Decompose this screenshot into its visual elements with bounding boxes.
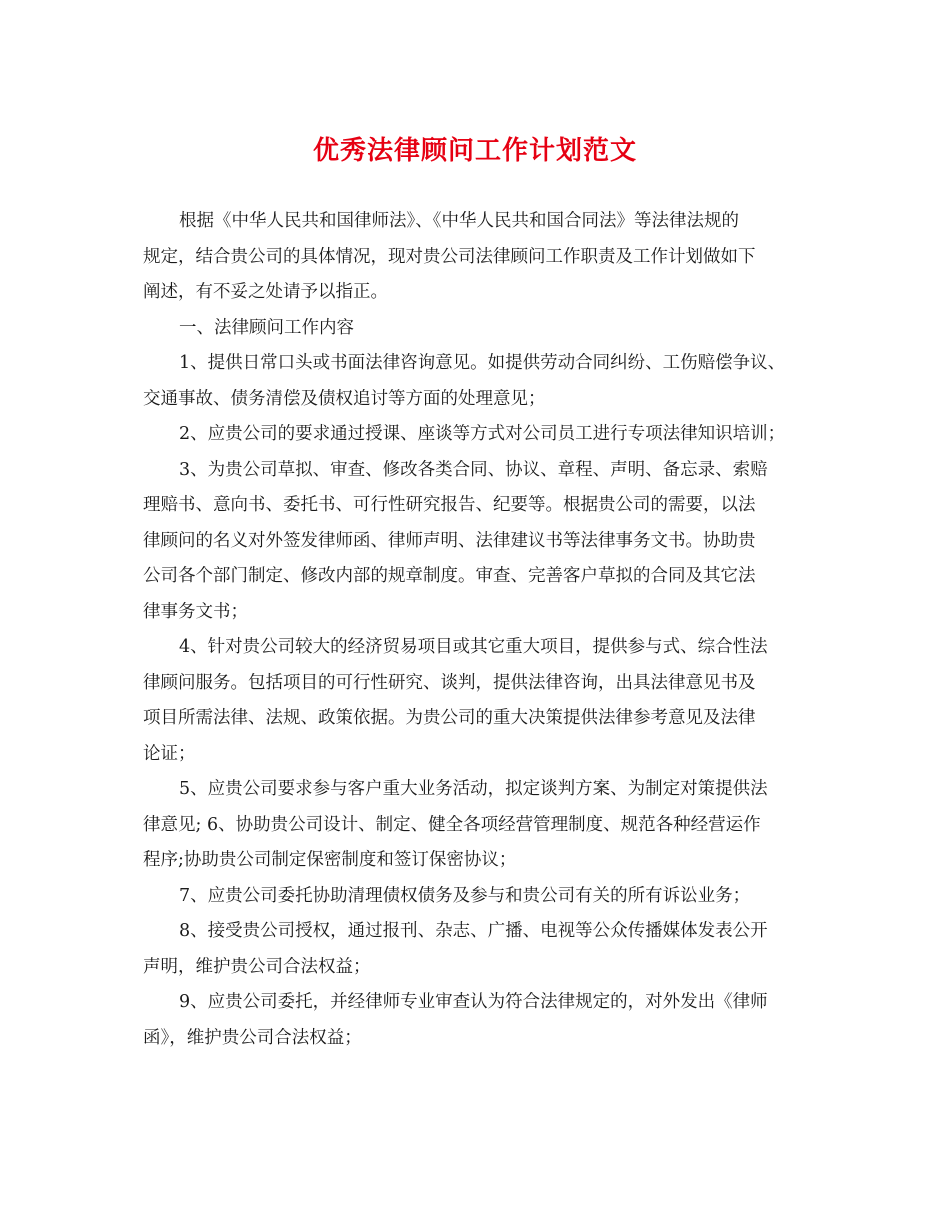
paragraph-line: 程序;协助贵公司制定保密制度和签订保密协议； xyxy=(143,850,517,870)
paragraph-line: 8、接受贵公司授权，通过报刊、杂志、广播、电视等公众传播媒体发表公开 xyxy=(179,921,768,941)
list-item-7 xyxy=(143,879,823,915)
paragraph-line: 9、应贵公司委托，并经律师专业审查认为符合法律规定的，对外发出《律师 xyxy=(179,992,768,1012)
paragraph-line: 根据《中华人民共和国律师法》、《中华人民共和国合同法》等法律法规的 xyxy=(179,211,739,231)
paragraph-line: 7、应贵公司委托协助清理债权债务及参与和贵公司有关的所有诉讼业务； xyxy=(179,885,751,906)
list-item-3 xyxy=(143,453,823,631)
paragraph-line: 5、应贵公司要求参与客户重大业务活动，拟定谈判方案、为制定对策提供法 xyxy=(179,779,768,799)
section-heading xyxy=(143,311,823,347)
paragraph-line: 阐述，有不妥之处请予以指正。 xyxy=(143,282,388,302)
paragraph-line: 项目所需法律、法规、政策依据。为贵公司的重大决策提供法律参考意见及法律 xyxy=(143,708,756,728)
paragraph-line: 理赔书、意向书、委托书、可行性研究报告、纪要等。根据贵公司的需要，以法 xyxy=(143,495,756,515)
paragraph-line: 交通事故、债务清偿及债权追讨等方面的处理意见； xyxy=(143,388,546,409)
section-heading-text: 一、法律顾问工作内容 xyxy=(179,317,354,338)
paragraph-line: 论证； xyxy=(143,743,196,764)
list-item-8 xyxy=(143,914,823,985)
list-item-2 xyxy=(143,417,823,453)
paragraph-line: 3、为贵公司草拟、审查、修改各类合同、协议、章程、声明、备忘录、索赔 xyxy=(179,459,768,480)
paragraph-line: 函》，维护贵公司合法权益； xyxy=(143,1027,362,1048)
paragraph-line: 1、提供日常口头或书面法律咨询意见。如提供劳动合同纠纷、工伤赔偿争议、 xyxy=(179,353,786,373)
list-item-9 xyxy=(143,985,823,1056)
paragraph-line: 律顾问的名义对外签发律师函、律师声明、法律建议书等法律事务文书。协助贵 xyxy=(143,530,756,551)
paragraph-line: 2、应贵公司的要求通过授课、座谈等方式对公司员工进行专项法律知识培训； xyxy=(179,424,786,444)
paragraph-line: 规定，结合贵公司的具体情况，现对贵公司法律顾问工作职责及工作计划做如下 xyxy=(143,246,756,267)
document-body xyxy=(143,204,823,1056)
paragraph-line: 律事务文书； xyxy=(143,601,248,622)
paragraph-line: 律意见; 6、协助贵公司设计、制定、健全各项经营管理制度、规范各种经营运作 xyxy=(143,814,761,835)
paragraph-line: 公司各个部门制定、修改内部的规章制度。审查、完善客户草拟的合同及其它法 xyxy=(143,566,756,586)
paragraph-line: 4、针对贵公司较大的经济贸易项目或其它重大项目，提供参与式、综合性法 xyxy=(179,637,768,657)
page-title: 优秀法律顾问工作计划范文 xyxy=(312,136,637,166)
list-item-1 xyxy=(143,346,823,417)
list-item-5 xyxy=(143,772,823,879)
paragraph-line: 声明，维护贵公司合法权益； xyxy=(143,956,371,977)
list-item-4 xyxy=(143,630,823,772)
intro-paragraph xyxy=(143,204,823,311)
paragraph-line: 律顾问服务。包括项目的可行性研究、谈判，提供法律咨询，出具法律意见书及 xyxy=(143,672,756,693)
